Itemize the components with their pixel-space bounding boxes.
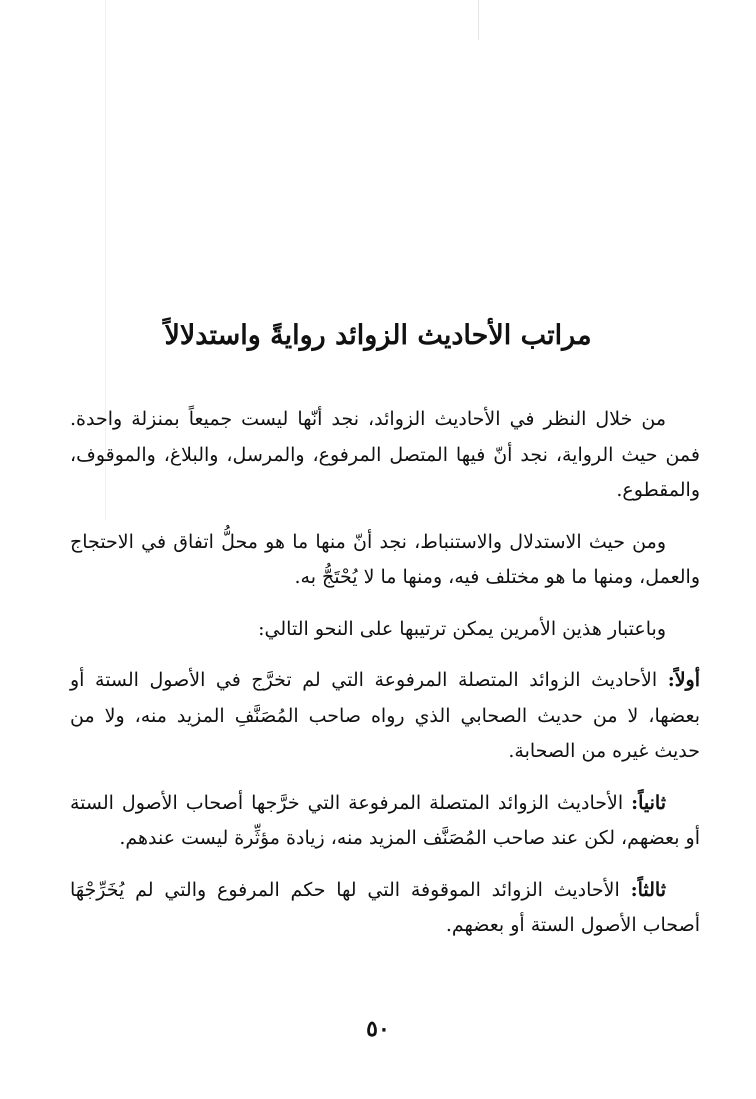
paragraph-text: الأحاديث الزوائد المتصلة المرفوعة التي لم تخرَّج في الأصول الستة أو بعضها، لا من حديث الصحابي الذي رواه صاحب المُصَنَّفِ المزيد منه، ولا من حديث غيره من الصحابة.	[70, 669, 700, 762]
paragraph-lead: ثانياً:	[631, 791, 666, 814]
paragraph-5	[70, 786, 700, 857]
paragraph-lead: أولاً:	[667, 669, 700, 691]
paragraph-1	[70, 402, 700, 509]
paragraph-text: الأحاديث الزوائد المتصلة المرفوعة التي خرَّجها أصحاب الأصول الستة أو بعضهم، لكن عند صاحب المُصَنَّف المزيد منه، زيادة مؤثِّرة ليست عندهم.	[70, 791, 700, 849]
chapter-title: مراتب الأحاديث الزوائد روايةً واستدلالاً	[164, 320, 592, 352]
body-text	[70, 402, 700, 960]
paragraph-text: الأحاديث الزوائد الموقوفة التي لها حكم المرفوع والتي لم يُخَرِّجْهَا أصحاب الأصول الستة أو بعضهم.	[70, 878, 700, 936]
paragraph-lead: ثالثاً:	[630, 878, 666, 901]
paragraph-2	[70, 525, 700, 596]
paragraph-text: ومن حيث الاستدلال والاستنباط، نجد أنّ منها ما هو محلُّ اتفاق في الاحتجاج والعمل، ومنها ما هو مختلف فيه، ومنها ما لا يُحْتَجُّ به.	[70, 530, 700, 588]
paragraph-4	[70, 663, 700, 770]
page-number: ٥٠	[366, 1016, 390, 1042]
paragraph-6	[70, 873, 700, 944]
paragraph-3	[70, 612, 700, 648]
paragraph-text: وباعتبار هذين الأمرين يمكن ترتيبها على النحو التالي:	[258, 617, 666, 640]
scan-artifact-line	[478, 0, 479, 40]
paragraph-text: من خلال النظر في الأحاديث الزوائد، نجد أنّها ليست جميعاً بمنزلة واحدة. فمن حيث الرواية، نجد أنّ فيها المتصل المرفوع، والمرسل، والبلاغ، والموقوف، والمقطوع.	[70, 408, 700, 501]
